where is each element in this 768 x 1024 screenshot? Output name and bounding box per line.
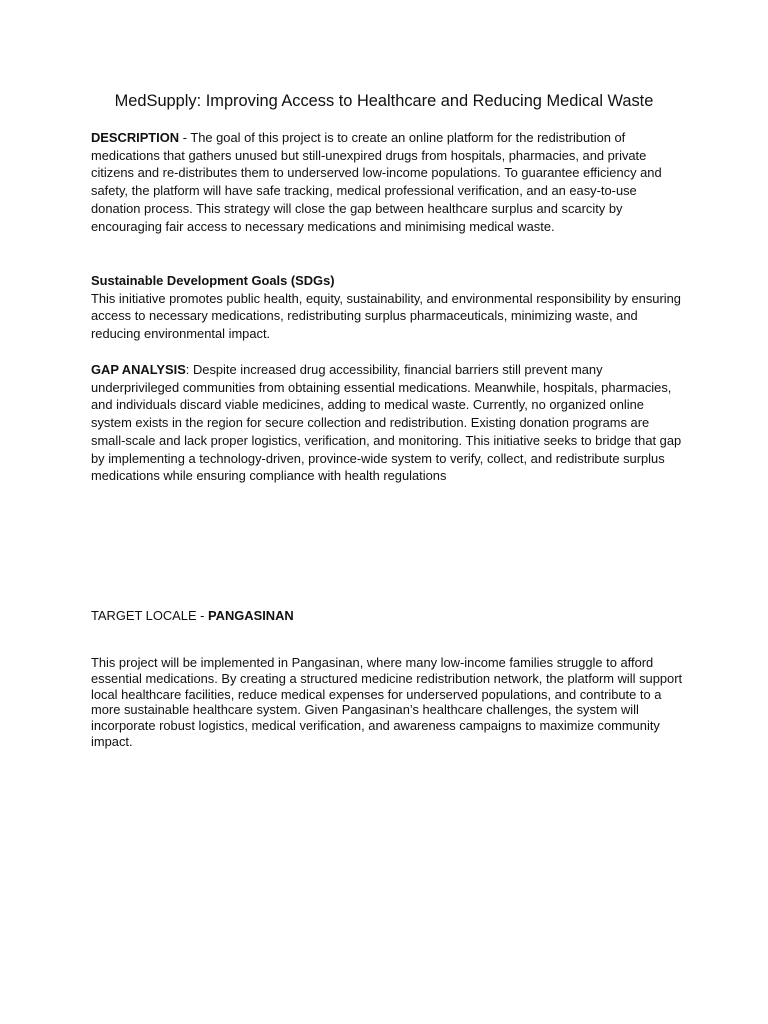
gap-analysis-label: GAP ANALYSIS	[91, 362, 186, 377]
target-locale-value: PANGASINAN	[208, 608, 294, 623]
description-paragraph	[91, 129, 683, 235]
target-locale-line	[91, 607, 683, 625]
gap-analysis-text: : Despite increased drug accessibility, financial barriers still prevent many underprivileged communities from obtaining essential medications. Meanwhile, hospitals, pharmacies, and individuals discard viable medicines, adding to medical waste. Currently, no organized online system exists in the region for secure collection and redistribution. Existing donation programs are small-scale and lack proper logistics, verification, and monitoring. This initiative seeks to bridge that gap by implementing a technology-driven, province-wide system to verify, collect, and redistribute surplus medications while ensuring compliance with health regulations	[91, 362, 682, 484]
sdg-section	[91, 272, 683, 343]
sdg-text: This initiative promotes public health, equity, sustainability, and environmental responsibility by ensuring access to necessary medications, redistributing surplus pharmaceuticals, minimizing waste, and reducing environmental impact.	[91, 290, 681, 342]
implementation-paragraph: This project will be implemented in Pangasinan, where many low-income families struggle to afford essential medications. By creating a structured medicine redistribution network, the platform will support local healthcare facilities, reduce medical expenses for underserved populations, and contribute to a more sustainable healthcare system. Given Pangasinan’s healthcare challenges, the system will incorporate robust logistics, medical verification, and awareness campaigns to maximize community impact.	[91, 655, 683, 749]
description-label: DESCRIPTION	[91, 130, 180, 145]
sdg-heading: Sustainable Development Goals (SDGs)	[91, 273, 335, 288]
target-locale-label: TARGET LOCALE -	[91, 608, 208, 623]
description-text: - The goal of this project is to create an online platform for the redistribution of medications that gathers unused but still-unexpired drugs from hospitals, pharmacies, and private citizens and re-distributes them to underserved low-income populations. To guarantee efficiency and safety, the platform will have safe tracking, medical professional verification, and an easy-to-use donation process. This strategy will close the gap between healthcare surplus and scarcity by encouraging fair access to necessary medications and minimising medical waste.	[91, 130, 662, 234]
document-title: MedSupply: Improving Access to Healthcare and Reducing Medical Waste	[114, 92, 654, 110]
gap-analysis-paragraph	[91, 361, 683, 485]
